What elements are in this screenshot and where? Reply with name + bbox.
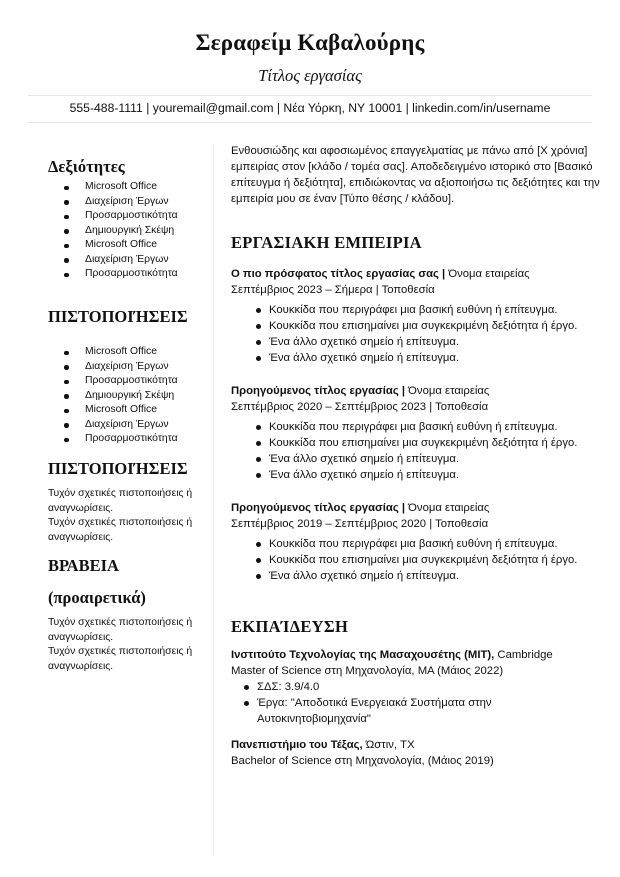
education-place: Ώστιν, TX: [365, 739, 415, 751]
education-school: Ινστιτούτο Τεχνολογίας της Μασαχουσέτης (MIT),: [231, 649, 495, 661]
list-item: Δημιουργική Σκέψη: [48, 389, 208, 404]
job-entry-title: Προηγούμενος τίτλος εργασίας |: [231, 385, 406, 397]
certifications-heading: ΠΙΣΤΟΠΟΙΉΣΕΙΣ: [48, 307, 188, 326]
job-entry-company: Όνομα εταιρείας: [448, 268, 530, 280]
education-degree: Bachelor of Science στη Μηχανολογία, (Μάιος 2019): [231, 755, 494, 767]
list-item: Κουκκίδα που περιγράφει μια βασική ευθύνη ή επίτευγμα.: [231, 536, 601, 552]
list-item: Διαχείριση Έργων: [48, 253, 208, 268]
award-text: Τυχόν σχετικές πιστοποιήσεις ή αναγνωρίσεις.: [48, 617, 193, 643]
column-divider: [213, 144, 214, 856]
job-entry-title: Ο πιο πρόσφατος τίτλος εργασίας σας |: [231, 268, 446, 280]
list-item: Προσαρμοστικότητα: [48, 267, 208, 282]
list-item: Προσαρμοστικότητα: [48, 432, 208, 447]
list-item: Ένα άλλο σχετικό σημείο ή επίτευγμα.: [231, 350, 601, 366]
list-item: Κουκκίδα που επισημαίνει μια συγκεκριμένη δεξιότητα ή έργο.: [231, 318, 601, 334]
education-school: Πανεπιστήμιο του Τέξας,: [231, 739, 363, 751]
education-heading: ΕΚΠΑΊΔΕΥΣΗ: [231, 617, 349, 636]
list-item: Κουκκίδα που περιγράφει μια βασική ευθύνη ή επίτευγμα.: [231, 419, 601, 435]
list-item: Microsoft Office: [48, 180, 208, 195]
job-entry-dates: Σεπτέμβριος 2023 – Σήμερα | Τοποθεσία: [231, 284, 435, 296]
job-entry-title: Προηγούμενος τίτλος εργασίας |: [231, 502, 406, 514]
certifications-list: [48, 345, 208, 447]
experience-section: [231, 233, 601, 253]
job-entry: [231, 500, 601, 584]
award-text: Τυχόν σχετικές πιστοποιήσεις ή αναγνωρίσεις.: [48, 646, 193, 672]
job-bullets: [231, 302, 601, 366]
education-entry: [231, 647, 601, 727]
certification-text: Τυχόν σχετικές πιστοποιήσεις ή αναγνωρίσεις.: [48, 517, 193, 543]
skills-heading: Δεξιότητες: [48, 157, 125, 176]
list-item: Κουκκίδα που επισημαίνει μια συγκεκριμένη δεξιότητα ή έργο.: [231, 435, 601, 451]
certifications-list-section: [48, 307, 208, 447]
list-item: Δημιουργική Σκέψη: [48, 224, 208, 239]
awards-heading: ΒΡΑΒΕΙΑ: [48, 556, 119, 575]
skills-section: [48, 157, 208, 282]
certification-text: Τυχόν σχετικές πιστοποιήσεις ή αναγνωρίσεις.: [48, 488, 193, 514]
job-entry-dates: Σεπτέμβριος 2020 – Σεπτέμβριος 2023 | Τοποθεσία: [231, 401, 489, 413]
certifications-heading-2: ΠΙΣΤΟΠΟΙΉΣΕΙΣ: [48, 459, 188, 478]
job-entry-company: Όνομα εταιρείας: [408, 385, 490, 397]
list-item: Ένα άλλο σχετικό σημείο ή επίτευγμα.: [231, 467, 601, 483]
education-degree: Master of Science στη Μηχανολογία, MA (Μάιος 2022): [231, 665, 504, 677]
list-item: Ένα άλλο σχετικό σημείο ή επίτευγμα.: [231, 334, 601, 350]
list-item: Προσαρμοστικότητα: [48, 374, 208, 389]
list-item: Ένα άλλο σχετικό σημείο ή επίτευγμα.: [231, 568, 601, 584]
list-item: Έργα: "Αποδοτικά Ενεργειακά Συστήματα στην Αυτοκινητοβιομηχανία": [231, 695, 601, 727]
list-item: Κουκκίδα που επισημαίνει μια συγκεκριμένη δεξιότητα ή έργο.: [231, 552, 601, 568]
awards-section: [48, 556, 208, 674]
education-place: Cambridge: [497, 649, 553, 661]
job-entry: [231, 266, 601, 366]
job-entry-dates: Σεπτέμβριος 2019 – Σεπτέμβριος 2020 | Τοποθεσία: [231, 518, 489, 530]
contact-line: 555-488-1111 | youremail@gmail.com | Νέα Υόρκη, NY 10001 | linkedin.com/in/username: [69, 101, 551, 115]
job-entry: [231, 383, 601, 483]
list-item: Κουκκίδα που περιγράφει μια βασική ευθύνη ή επίτευγμα.: [231, 302, 601, 318]
list-item: Microsoft Office: [48, 345, 208, 360]
list-item: Διαχείριση Έργων: [48, 418, 208, 433]
candidate-name: Σεραφείμ Καβαλούρης: [195, 30, 425, 55]
list-item: Microsoft Office: [48, 238, 208, 253]
list-item: Ένα άλλο σχετικό σημείο ή επίτευγμα.: [231, 451, 601, 467]
list-item: Διαχείριση Έργων: [48, 360, 208, 375]
list-item: Προσαρμοστικότητα: [48, 209, 208, 224]
job-bullets: [231, 419, 601, 483]
job-title: Τίτλος εργασίας: [258, 66, 362, 85]
education-section: [231, 617, 601, 637]
summary: Ενθουσιώδης και αφοσιωμένος επαγγελματίας με πάνω από [Χ χρόνια] εμπειρίας στον [κλάδο / τομέα σας]. Αποδεδειγμένο ιστορικό στο [Βασικό επίτευγμα ή δεξιότητα], επιδιώκοντας να αξιοποιήσω τις δεξιότητες και την εμπειρία μου σε έναν [Τύπο θέσης / κλάδου].: [231, 145, 600, 205]
header-divider-bottom: [28, 122, 592, 123]
skills-list: [48, 180, 208, 282]
list-item: ΣΔΣ: 3.9/4.0: [231, 679, 601, 695]
awards-subheading: (προαιρετικά): [48, 588, 146, 607]
job-entry-company: Όνομα εταιρείας: [408, 502, 490, 514]
certifications-text-section: [48, 459, 208, 545]
education-entry: [231, 737, 601, 769]
job-bullets: [231, 536, 601, 584]
experience-heading: ΕΡΓΑΣΙΑΚΗ ΕΜΠΕΙΡΙΑ: [231, 233, 422, 252]
list-item: Διαχείριση Έργων: [48, 195, 208, 210]
list-item: Microsoft Office: [48, 403, 208, 418]
education-bullets: [231, 679, 601, 727]
header-divider-top: [28, 95, 592, 96]
